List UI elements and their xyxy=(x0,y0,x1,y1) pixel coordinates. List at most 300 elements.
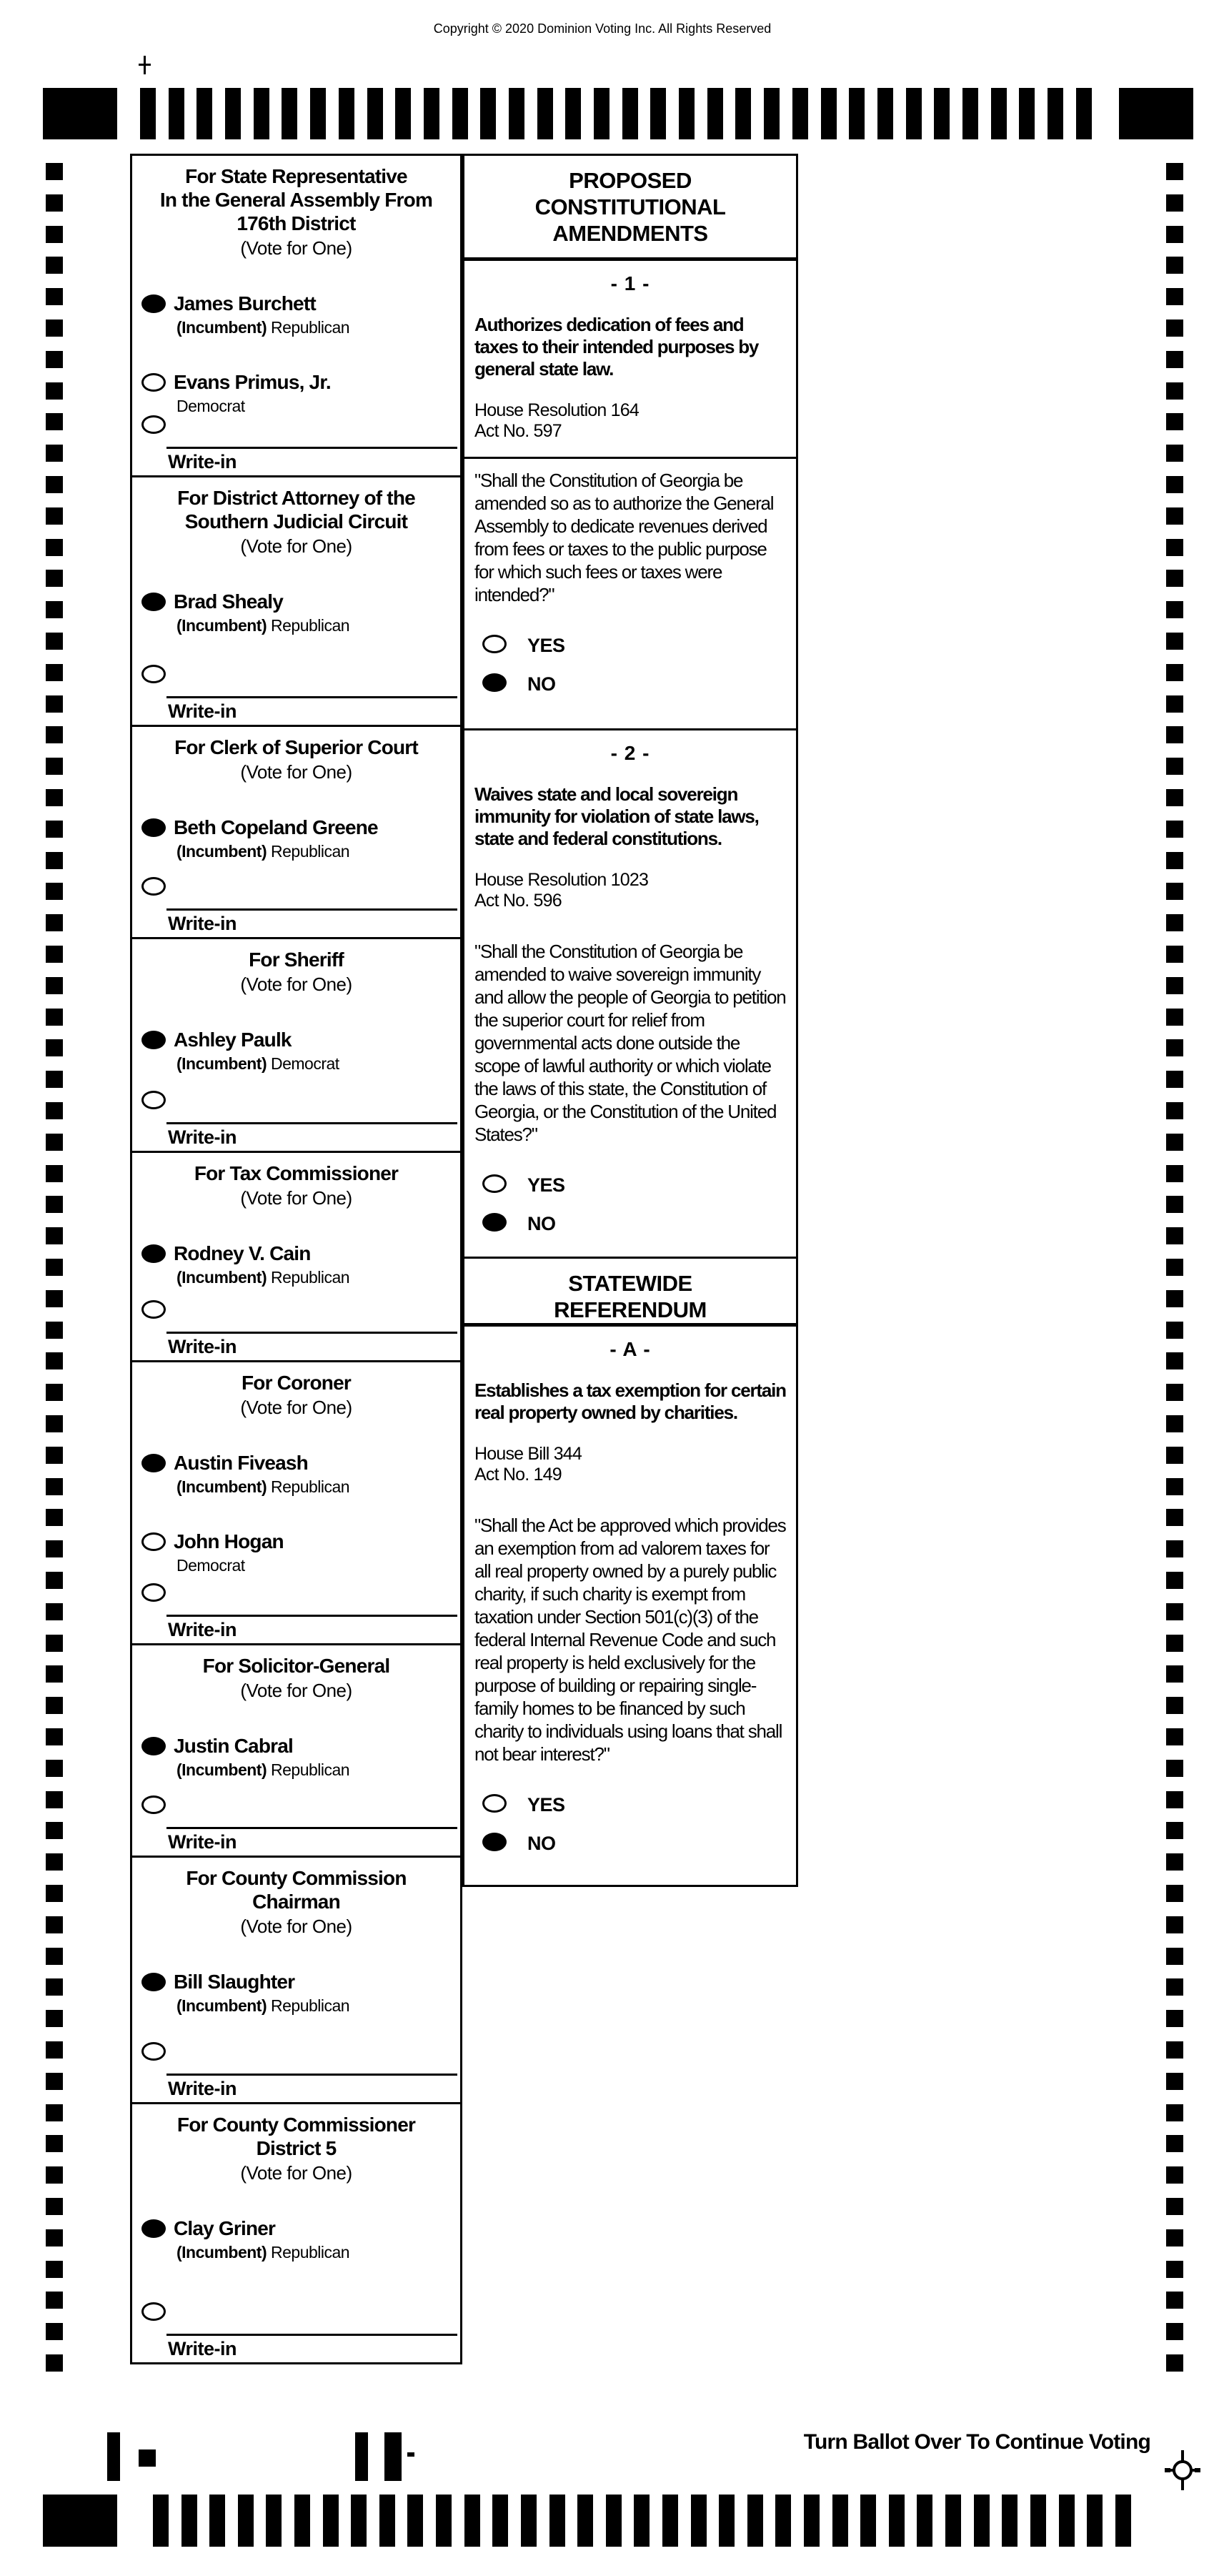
timing-mark xyxy=(1166,789,1183,806)
timing-mark xyxy=(832,2495,848,2547)
vote-oval[interactable] xyxy=(141,1532,166,1551)
timing-mark xyxy=(1166,1352,1183,1369)
timing-mark xyxy=(1166,1697,1183,1714)
timing-mark xyxy=(46,413,63,430)
contest-box xyxy=(130,475,462,727)
measure-option-row xyxy=(464,1791,796,1821)
marked-vote-oval[interactable] xyxy=(141,593,166,611)
write-in-oval[interactable] xyxy=(141,1091,166,1109)
timing-mark xyxy=(1166,601,1183,618)
marked-vote-oval[interactable] xyxy=(141,1031,166,1049)
timing-mark xyxy=(225,88,241,139)
timing-mark xyxy=(1166,1635,1183,1652)
timing-mark xyxy=(1166,1384,1183,1401)
contest-title xyxy=(132,735,460,759)
timing-mark xyxy=(1166,539,1183,556)
write-in-line[interactable] xyxy=(166,2334,457,2336)
measure-header-line: REFERENDUM xyxy=(554,1297,707,1322)
timing-mark xyxy=(46,726,63,743)
contest-box xyxy=(130,937,462,1153)
timing-mark xyxy=(1166,946,1183,963)
timing-mark xyxy=(46,1196,63,1213)
option-label: NO xyxy=(527,1213,556,1234)
contest-title-line: Chairman xyxy=(252,1891,340,1913)
contest-title-line: For Tax Commissioner xyxy=(194,1162,399,1184)
timing-mark xyxy=(46,2323,63,2340)
timing-mark xyxy=(1166,2198,1183,2215)
write-in-oval[interactable] xyxy=(141,877,166,896)
marked-vote-oval[interactable] xyxy=(482,1833,507,1851)
measure-summary: Authorizes dedication of fees and taxes to their intended purposes by general state law. xyxy=(474,314,759,380)
candidate-info xyxy=(174,1530,460,1575)
timing-mark xyxy=(1166,1572,1183,1589)
option-label: NO xyxy=(527,1833,556,1854)
ballot-code-mark xyxy=(107,2432,120,2481)
timing-mark xyxy=(1166,570,1183,587)
timing-mark xyxy=(46,946,63,963)
measure-reference-line: House Resolution 1023 xyxy=(474,870,649,890)
candidate-name: Justin Cabral xyxy=(174,1735,293,1757)
marked-vote-oval[interactable] xyxy=(482,673,507,692)
measure-option-row xyxy=(464,670,796,700)
timing-mark xyxy=(46,226,63,243)
timing-mark xyxy=(46,883,63,900)
measure-header-line: AMENDMENTS xyxy=(552,221,708,246)
option-label: YES xyxy=(527,635,565,656)
candidate-name: Brad Shealy xyxy=(174,590,284,613)
marked-vote-oval[interactable] xyxy=(141,818,166,837)
timing-mark xyxy=(351,2495,367,2547)
contest-title-line: For Sheriff xyxy=(249,948,344,971)
party-label: Democrat xyxy=(176,1556,245,1575)
vote-for-instruction: (Vote for One) xyxy=(240,761,352,783)
marked-vote-oval[interactable] xyxy=(482,1213,507,1232)
timing-mark xyxy=(46,1885,63,1902)
measure-option-row xyxy=(464,1210,796,1240)
timing-mark xyxy=(1166,2229,1183,2246)
timing-mark xyxy=(46,1290,63,1307)
timing-mark xyxy=(1166,883,1183,900)
contest-title-line: For Coroner xyxy=(242,1372,351,1394)
vote-for-instruction: (Vote for One) xyxy=(240,1397,352,1418)
timing-mark xyxy=(1166,977,1183,994)
timing-mark xyxy=(1166,257,1183,274)
candidate-party xyxy=(174,318,460,337)
timing-mark xyxy=(537,88,553,139)
timing-mark xyxy=(1166,319,1183,337)
measure-header-line: PROPOSED xyxy=(569,168,692,193)
candidate-row xyxy=(132,1735,460,1780)
timing-mark xyxy=(46,1227,63,1244)
timing-mark xyxy=(46,1259,63,1276)
timing-mark xyxy=(1166,1165,1183,1182)
ballot-code-mark xyxy=(407,2452,414,2457)
vote-for-instruction: (Vote for One) xyxy=(240,535,352,557)
timing-mark xyxy=(860,2495,876,2547)
timing-mark xyxy=(46,2135,63,2152)
timing-mark xyxy=(849,88,865,139)
timing-mark xyxy=(46,2041,63,2059)
timing-mark xyxy=(46,163,63,180)
timing-mark xyxy=(46,1822,63,1839)
option-label: NO xyxy=(527,673,556,695)
timing-mark xyxy=(577,2495,593,2547)
timing-mark xyxy=(1115,2495,1131,2547)
timing-mark xyxy=(46,2104,63,2121)
vote-oval[interactable] xyxy=(482,1174,507,1193)
timing-mark xyxy=(622,88,638,139)
registration-crosshair-icon xyxy=(1165,2450,1200,2494)
timing-mark xyxy=(46,1134,63,1151)
timing-mark xyxy=(1048,88,1063,139)
timing-mark xyxy=(1166,1071,1183,1088)
measure-options xyxy=(464,1171,796,1240)
timing-mark xyxy=(1166,1916,1183,1933)
timing-mark xyxy=(46,1039,63,1056)
timing-mark xyxy=(1166,1009,1183,1026)
measure-references xyxy=(474,870,786,911)
registration-plus-icon xyxy=(137,56,152,74)
write-in-oval[interactable] xyxy=(141,415,166,434)
vote-for-instruction: (Vote for One) xyxy=(240,237,352,259)
timing-mark xyxy=(1166,2261,1183,2278)
candidate-party xyxy=(174,1268,460,1287)
timing-mark xyxy=(1166,194,1183,212)
write-in-label: Write-in xyxy=(168,700,237,722)
timing-mark xyxy=(452,88,468,139)
timing-mark xyxy=(181,2495,197,2547)
timing-mark xyxy=(323,2495,339,2547)
party-label: Republican xyxy=(271,616,350,635)
measure-box xyxy=(462,1324,798,1887)
timing-mark xyxy=(46,1102,63,1119)
timing-mark-band-top xyxy=(43,88,1193,139)
write-in-line[interactable] xyxy=(166,1122,457,1124)
incumbent-label: (Incumbent) xyxy=(176,1054,267,1073)
candidate-party xyxy=(174,1556,460,1575)
contest-title-line: 176th District xyxy=(237,212,356,234)
party-label: Republican xyxy=(271,1760,350,1779)
contest-box xyxy=(130,2102,462,2364)
timing-mark xyxy=(46,194,63,212)
candidate-name: James Burchett xyxy=(174,292,316,314)
copyright-text: Copyright © 2020 Dominion Voting Inc. All Rights Reserved xyxy=(433,21,772,36)
write-in-line[interactable] xyxy=(166,696,457,698)
write-in-oval[interactable] xyxy=(141,1300,166,1319)
candidate-info xyxy=(174,1452,460,1497)
contest-box xyxy=(130,154,462,477)
timing-mark xyxy=(46,2166,63,2184)
timing-mark xyxy=(1166,2166,1183,2184)
measure-box xyxy=(462,457,798,730)
timing-mark xyxy=(46,1948,63,1965)
incumbent-label: (Incumbent) xyxy=(176,842,267,861)
measure-references xyxy=(474,400,786,442)
timing-mark xyxy=(46,539,63,556)
timing-mark xyxy=(46,664,63,681)
write-in-label: Write-in xyxy=(168,1619,237,1640)
marked-vote-oval[interactable] xyxy=(141,294,166,313)
write-in-oval[interactable] xyxy=(141,2042,166,2061)
write-in-area xyxy=(132,407,460,475)
timing-mark xyxy=(46,789,63,806)
measure-option-row xyxy=(464,632,796,662)
write-in-line[interactable] xyxy=(166,1615,457,1617)
timing-mark xyxy=(1166,726,1183,743)
timing-mark xyxy=(1166,1322,1183,1339)
candidate-name: Clay Griner xyxy=(174,2217,276,2239)
timing-mark xyxy=(1166,695,1183,713)
timing-mark xyxy=(238,2495,254,2547)
timing-mark xyxy=(775,2495,791,2547)
measure-header-line: STATEWIDE xyxy=(568,1271,692,1296)
timing-mark xyxy=(1166,1978,1183,1996)
timing-mark xyxy=(464,2495,480,2547)
timing-mark xyxy=(521,2495,537,2547)
write-in-oval[interactable] xyxy=(141,2302,166,2321)
measure-box xyxy=(462,728,798,1259)
timing-mark xyxy=(46,1009,63,1026)
candidate-name: Beth Copeland Greene xyxy=(174,816,378,838)
write-in-line[interactable] xyxy=(166,2074,457,2076)
party-label: Republican xyxy=(271,1996,350,2015)
incumbent-label: (Incumbent) xyxy=(176,1268,267,1287)
candidate-row xyxy=(132,292,460,338)
timing-mark xyxy=(1166,1603,1183,1620)
candidate-name: Ashley Paulk xyxy=(174,1029,292,1051)
candidate-info xyxy=(174,1971,460,2016)
candidate-name: Rodney V. Cain xyxy=(174,1242,311,1264)
vote-oval[interactable] xyxy=(482,635,507,653)
candidate-info xyxy=(174,1029,460,1074)
timing-mark xyxy=(46,2354,63,2372)
write-in-area xyxy=(132,1787,460,1856)
candidate-party xyxy=(174,2243,460,2262)
timing-mark xyxy=(407,2495,423,2547)
contest-title xyxy=(132,1161,460,1185)
timing-mark xyxy=(395,88,411,139)
vote-for-instruction: (Vote for One) xyxy=(240,974,352,995)
timing-mark xyxy=(46,1165,63,1182)
timing-mark xyxy=(46,2198,63,2215)
vote-for-instruction: (Vote for One) xyxy=(240,1187,352,1209)
timing-mark xyxy=(1166,2135,1183,2152)
timing-mark xyxy=(46,977,63,994)
measure-header-line: CONSTITUTIONAL xyxy=(534,194,726,219)
contest-title xyxy=(132,2113,460,2160)
timing-mark xyxy=(1166,413,1183,430)
timing-mark xyxy=(46,351,63,368)
candidate-info xyxy=(174,292,460,337)
vote-oval[interactable] xyxy=(141,373,166,392)
timing-mark xyxy=(1166,1290,1183,1307)
marked-vote-oval[interactable] xyxy=(141,1454,166,1472)
contest-title-line: For County Commissioner xyxy=(176,2114,416,2136)
timing-mark xyxy=(169,88,184,139)
candidate-row xyxy=(132,1029,460,1074)
ballot-code-mark xyxy=(384,2432,402,2481)
timing-mark xyxy=(46,476,63,493)
marked-vote-oval[interactable] xyxy=(141,1244,166,1263)
candidate-row xyxy=(132,816,460,862)
write-in-line[interactable] xyxy=(166,447,457,449)
write-in-oval[interactable] xyxy=(141,1583,166,1602)
write-in-line[interactable] xyxy=(166,1827,457,1829)
timing-mark xyxy=(679,88,695,139)
write-in-oval[interactable] xyxy=(141,665,166,683)
measure-question-text: "Shall the Constitution of Georgia be amended to waive sovereign immunity and allow the people of Georgia to petition the superior court for relief from governmental acts done outside the scope of lawful authority or which violate the laws of this state, the Constitution of Georgia, or the Constitution of the United States?" xyxy=(474,941,786,1145)
timing-mark xyxy=(153,2495,169,2547)
contest-title xyxy=(132,164,460,235)
timing-mark xyxy=(46,1978,63,1996)
timing-mark xyxy=(1030,2495,1046,2547)
write-in-label: Write-in xyxy=(168,2338,237,2359)
timing-mark xyxy=(719,2495,735,2547)
write-in-line[interactable] xyxy=(166,1332,457,1334)
marked-vote-oval[interactable] xyxy=(141,2219,166,2238)
measure-summary: Establishes a tax exemption for certain real property owned by charities. xyxy=(474,1379,786,1423)
timing-mark xyxy=(1166,507,1183,525)
timing-mark xyxy=(46,1447,63,1464)
timing-mark xyxy=(792,88,808,139)
candidate-row xyxy=(132,1452,460,1497)
write-in-area xyxy=(132,2294,460,2362)
timing-mark xyxy=(549,2495,565,2547)
timing-mark xyxy=(46,1697,63,1714)
vote-oval[interactable] xyxy=(482,1794,507,1813)
write-in-area xyxy=(132,2033,460,2102)
timing-mark xyxy=(1059,2495,1075,2547)
contest-title xyxy=(132,1371,460,1394)
timing-mark xyxy=(1166,476,1183,493)
timing-mark xyxy=(1166,382,1183,400)
marked-vote-oval[interactable] xyxy=(141,1737,166,1755)
timing-mark xyxy=(1166,2073,1183,2090)
candidate-info xyxy=(174,2217,460,2262)
measure-number: - 1 - xyxy=(610,272,650,294)
timing-mark xyxy=(294,2495,310,2547)
timing-mark xyxy=(1166,1134,1183,1151)
timing-mark xyxy=(46,1916,63,1933)
timing-mark xyxy=(46,2229,63,2246)
measure-option-row xyxy=(464,1830,796,1860)
candidate-row xyxy=(132,590,460,636)
measures-column xyxy=(462,154,798,1887)
timing-mark xyxy=(339,88,354,139)
marked-vote-oval[interactable] xyxy=(141,1973,166,1991)
write-in-area xyxy=(132,1292,460,1360)
measure-section-header xyxy=(462,154,798,261)
timing-mark xyxy=(917,2495,932,2547)
timing-mark xyxy=(747,2495,763,2547)
contest-title xyxy=(132,486,460,533)
timing-mark xyxy=(1166,351,1183,368)
contest-title-line: For Clerk of Superior Court xyxy=(174,736,418,758)
timing-mark xyxy=(889,2495,905,2547)
timing-mark xyxy=(1166,445,1183,462)
incumbent-label: (Incumbent) xyxy=(176,1760,267,1779)
party-label: Democrat xyxy=(271,1054,339,1073)
vote-for-instruction: (Vote for One) xyxy=(240,2162,352,2184)
timing-mark xyxy=(492,2495,508,2547)
contest-box xyxy=(130,1151,462,1362)
timing-mark xyxy=(46,2261,63,2278)
timing-mark xyxy=(46,821,63,838)
candidate-party xyxy=(174,1760,460,1780)
candidate-party xyxy=(174,616,460,635)
write-in-area xyxy=(132,1082,460,1151)
timing-mark xyxy=(804,2495,820,2547)
timing-mark xyxy=(46,570,63,587)
timing-mark xyxy=(565,88,581,139)
candidate-info xyxy=(174,816,460,861)
timing-mark xyxy=(1166,1196,1183,1213)
timing-mark xyxy=(1166,2323,1183,2340)
contest-title-line: For Solicitor-General xyxy=(202,1655,390,1677)
ballot-code-mark xyxy=(139,2449,156,2467)
incumbent-label: (Incumbent) xyxy=(176,616,267,635)
timing-mark xyxy=(480,88,496,139)
timing-mark xyxy=(254,88,269,139)
candidate-info xyxy=(174,1735,460,1780)
timing-mark xyxy=(367,88,383,139)
party-label: Republican xyxy=(271,2243,350,2262)
timing-mark xyxy=(1166,1791,1183,1808)
timing-mark xyxy=(46,1322,63,1339)
timing-mark-band-bottom xyxy=(43,2495,1131,2547)
timing-mark xyxy=(46,507,63,525)
timing-mark xyxy=(1166,633,1183,650)
timing-mark xyxy=(1166,2041,1183,2059)
timing-mark xyxy=(764,88,780,139)
timing-mark xyxy=(46,852,63,869)
write-in-line[interactable] xyxy=(166,908,457,911)
write-in-oval[interactable] xyxy=(141,1795,166,1814)
measure-options xyxy=(464,632,796,700)
contest-title-line: Southern Judicial Circuit xyxy=(184,510,408,532)
timing-mark xyxy=(606,2495,622,2547)
timing-mark xyxy=(945,2495,961,2547)
timing-mark xyxy=(46,319,63,337)
party-label: Republican xyxy=(271,1477,350,1496)
write-in-area xyxy=(132,1575,460,1643)
party-label: Republican xyxy=(271,318,350,337)
option-label: YES xyxy=(527,1174,565,1196)
candidate-row xyxy=(132,2217,460,2263)
timing-block xyxy=(43,2495,117,2547)
timing-mark xyxy=(1087,2495,1103,2547)
timing-mark xyxy=(46,1071,63,1088)
measure-number: - A - xyxy=(609,1338,651,1360)
measure-reference-line: House Resolution 164 xyxy=(474,400,639,420)
timing-mark xyxy=(46,288,63,305)
timing-mark xyxy=(650,88,666,139)
timing-mark xyxy=(46,633,63,650)
timing-mark xyxy=(424,88,439,139)
candidate-info xyxy=(174,590,460,635)
candidate-party xyxy=(174,1477,460,1497)
candidate-row xyxy=(132,1530,460,1576)
timing-mark xyxy=(46,1760,63,1777)
timing-mark xyxy=(46,1572,63,1589)
timing-mark xyxy=(209,2495,225,2547)
measure-summary: Waives state and local sovereign immunity for violation of state laws, state and federal constitutions. xyxy=(474,783,759,849)
timing-mark xyxy=(877,88,893,139)
timing-mark xyxy=(1076,88,1092,139)
timing-mark xyxy=(1166,852,1183,869)
timing-mark xyxy=(1166,288,1183,305)
timing-mark xyxy=(1166,226,1183,243)
